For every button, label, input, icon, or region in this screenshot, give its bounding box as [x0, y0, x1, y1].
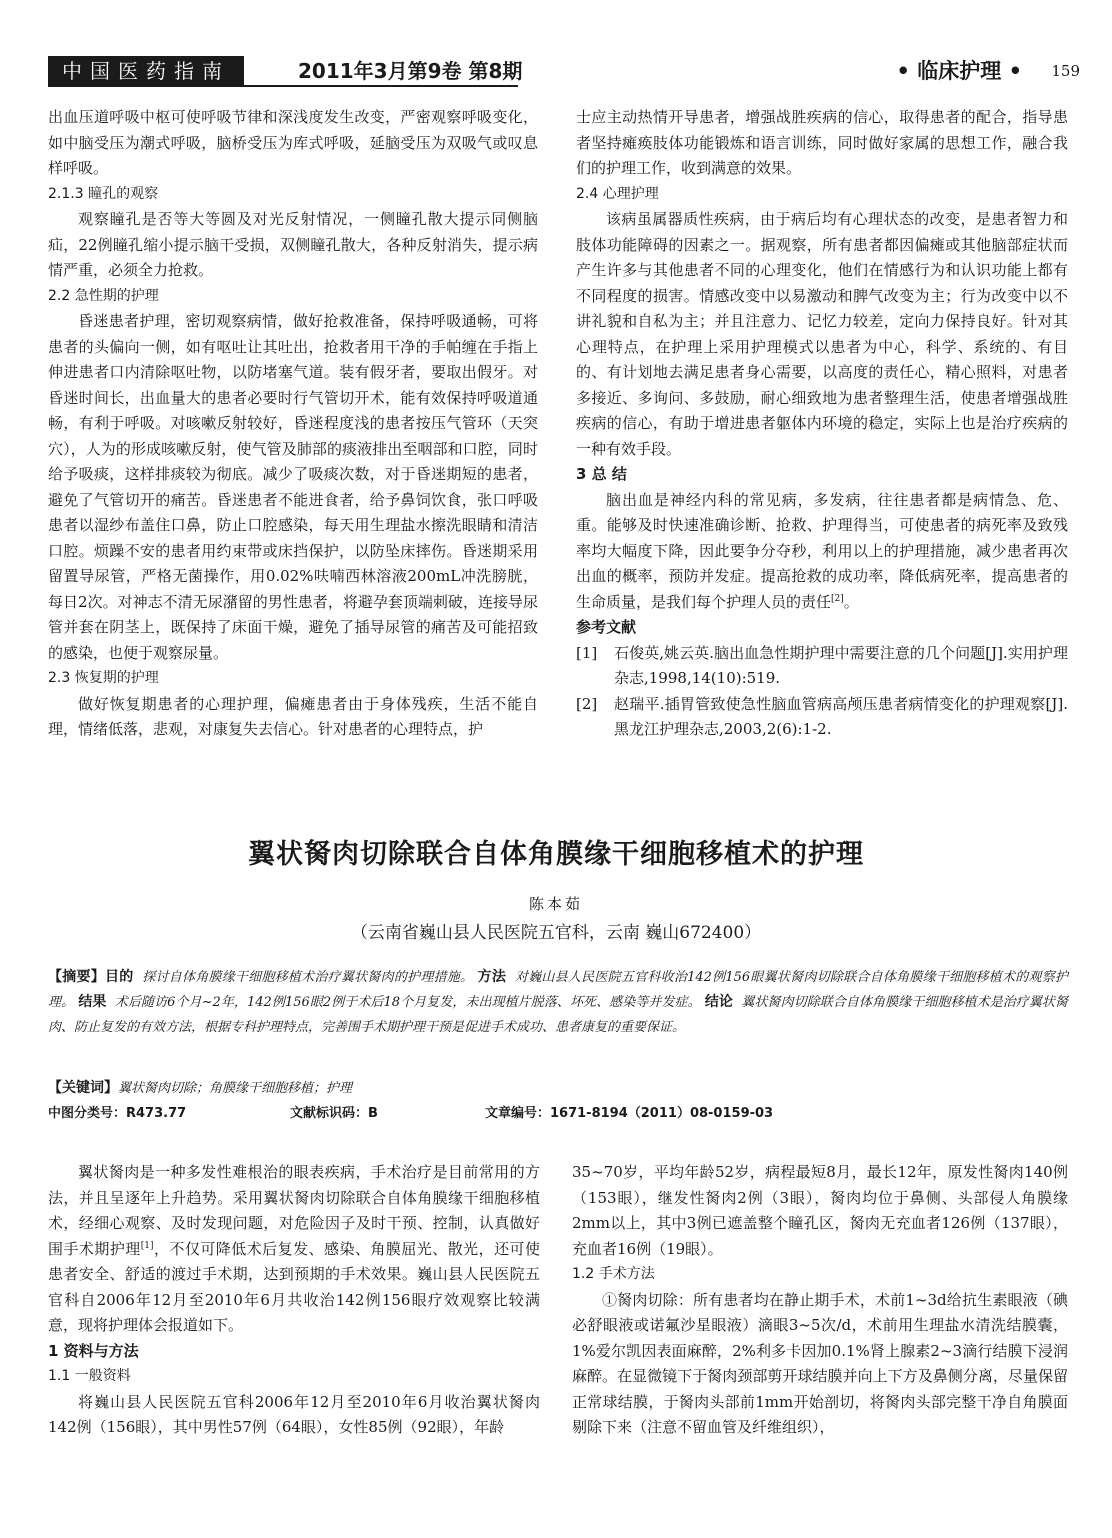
citation-marker: [2]: [831, 593, 844, 604]
section-name: • 临床护理 •: [896, 59, 1022, 83]
column-right-top: [576, 105, 1068, 743]
paragraph: [48, 309, 538, 666]
paragraph-text: 出血压道呼吸中枢可使呼吸节律和深浅度发生改变，严密观察呼吸变化，如中脑受压为潮式呼吸，脑桥受压为库式呼吸，延脑受压为双吸气或叹息样呼吸。: [48, 108, 538, 177]
column-left-top: [48, 105, 538, 743]
paragraph: [576, 488, 1068, 616]
paragraph: [572, 1288, 1068, 1441]
abstract-aim: 探讨自体角膜缘干细胞移植术治疗翼状胬肉的护理措施。: [142, 970, 474, 985]
result-label: 结果: [78, 994, 107, 1010]
paragraph: [576, 105, 1068, 182]
reference-item: [576, 641, 1068, 692]
paragraph-text: 35~70岁，平均年龄52岁，病程最短8月，最长12年，原发性胬肉140例（153眼），继发性胬肉2例（3眼），胬肉均位于鼻侧、头部侵人角膜缘2mm以上，其中3例已遮盖整个瞳孔区，胬肉无充血者126例（137眼），充血者16例（19眼）。: [572, 1163, 1068, 1258]
abstract-method: 对巍山县人民医院五官科收治142例156眼翼状胬肉切除联合自体角膜缘干细胞移植术的观察护理。: [48, 970, 1069, 1010]
paragraph-text: 翼状胬肉是一种多发性难根治的眼表疾病，手术治疗是目前常用的方法，并且呈逐年上升趋势。采用翼状胬肉切除联合自体角膜缘干细胞移植术，经细心观察、及时发现问题，对危险因子及时干预、控制，认真做好围手术期护理: [48, 1163, 540, 1258]
issue-info: 2011年3月第9卷 第8期: [298, 59, 523, 83]
article-author: 陈本茹: [528, 895, 583, 913]
abstract: [48, 965, 1068, 1040]
paragraph-text: 1.2 手术方法: [572, 1266, 655, 1282]
paragraph-text-tail: ，不仅可降低术后复发、感染、角膜屈光、散光，还可使患者安全、舒适的渡过手术期，达到预期的手术效果。巍山县人民医院五官科自2006年12月至2010年6月共收治142例156眼疗效观察比较满意，现将护理体会报道如下。: [48, 1239, 540, 1334]
paragraph-text: 脑出血是神经内科的常见病，多发病，往往患者都是病情急、危、重。能够及时快速准确诊断、抢救、护理得当，可使患者的病死率及致残率均大幅度下降，因此要争分夺秒，利用以上的护理措施，减少患者再次出血的概率，预防并发症。提高抢救的成功率，降低病死率，提高患者的生命质量，是我们每个护理人员的责任: [576, 490, 1068, 611]
section-heading: [576, 462, 1068, 488]
paragraph-text: 将巍山县人民医院五官科2006年12月至2010年6月收治翼状胬肉142例（156眼），其中男性57例（64眼），女性85例（92眼），年龄: [48, 1392, 540, 1436]
subsection-heading: [576, 182, 1068, 208]
page-number: 159: [1051, 62, 1080, 80]
paragraph-text: 做好恢复期患者的心理护理，偏瘫患者由于身体残疾，生活不能自理，情绪低落，悲观，对康复失去信心。针对患者的心理特点，护: [48, 694, 538, 738]
paragraph-text: 观察瞳孔是否等大等圆及对光反射情况，一侧瞳孔散大提示同侧脑疝，22例瞳孔缩小提示脑干受损，双侧瞳孔散大，各种反射消失，提示病情严重，必须全力抢救。: [48, 210, 538, 279]
subsection-heading: [572, 1262, 1068, 1288]
clc-number: 中图分类号：R473.77: [48, 1106, 187, 1121]
paragraph-text: 昏迷患者护理，密切观察病情，做好抢救准备，保持呼吸通畅，可将患者的头偏向一侧，如有呕吐让其吐出，抢救者用干净的手帕缠在手指上伸进患者口内清除呕吐物，以防堵塞气道。装有假牙者，要取出假牙。对昏迷时间长，出血量大的患者必要时行气管切开术，能有效保持呼吸道通畅，有利于呼吸。对咳嗽反射较好，昏迷程度浅的患者按压气管环（天突穴），人为的形成咳嗽反射，使气管及肺部的痰液排出至咽部和口腔，同时给予吸痰，这样排痰较为彻底。减少了吸痰次数，对于昏迷期短的患者，避免了气管切开的痛苦。昏迷患者不能进食者，给予鼻饲饮食，张口呼吸患者以湿纱布盖住口鼻，防止口腔感染，每天用生理盐水擦洗眼睛和清洁口腔。烦躁不安的患者用约束带或床挡保护，以防坠床摔伤。昏迷期采用留置导尿管，严格无菌操作，用0.02%呋喃西林溶液200mL冲洗膀胱，每日2次。对神志不清无尿潴留的男性患者，将避孕套顶端刺破，连接导尿管并套在阴茎上，既保持了床面干燥，避免了插导尿管的痛苦及可能招致的感染，也便于观察尿量。: [48, 312, 538, 662]
journal-name: 中国医药指南: [48, 56, 244, 86]
paragraph-text-tail: 。: [843, 592, 859, 611]
paragraph-text: 1 资料与方法: [48, 1341, 139, 1360]
paragraph-text: 士应主动热情开导患者，增强战胜疾病的信心，取得患者的配合，指导患者坚持瘫痪肢体功能锻炼和语言训练，同时做好家属的思想工作，融合我们的护理工作，收到满意的效果。: [576, 108, 1068, 177]
abstract-label: 【摘要】: [48, 969, 105, 985]
reference-text: 赵瑞平.插胃管致使急性脑血管病高颅压患者病情变化的护理观察[J].黑龙江护理杂志,2003,2(6):1-2.: [614, 694, 1068, 738]
paragraph-text: 2.3 恢复期的护理: [48, 670, 159, 686]
citation-marker: [1]: [140, 1240, 154, 1251]
article-affiliation: （云南省巍山县人民医院五官科，云南 巍山672400）: [350, 923, 762, 943]
conclusion-label: 结论: [704, 994, 733, 1010]
column-right-bottom: [572, 1160, 1068, 1441]
paragraph-text: ①胬肉切除：所有患者均在静止期手术，术前1~3d给抗生素眼液（碘必舒眼液或诺氟沙星眼液）滴眼3~5次/d，术前用生理盐水清洗结膜囊，1%爱尔凯因表面麻醉，2%利多卡因加0.1%肾上腺素2~3滴行结膜下浸润麻醉。在显微镜下于胬肉颈部剪开球结膜并向上下方及鼻侧分离，尽量保留正常球结膜，于胬肉头部前1mm开始剖切，将胬肉头部完整干净自角膜面剔除下来（注意不留血管及纤维组织），: [572, 1290, 1068, 1436]
paragraph-text: 2.2 急性期的护理: [48, 287, 159, 304]
paragraph-text: 1.1 一般资料: [48, 1368, 131, 1384]
paragraph-text: 2.4 心理护理: [576, 185, 659, 202]
paragraph: [576, 207, 1068, 462]
keywords-text: 翼状胬肉切除；角膜缘干细胞移植；护理: [118, 1081, 353, 1096]
document-code: 文献标识码：B: [290, 1106, 378, 1121]
keywords-label: 【关键词】: [48, 1080, 118, 1096]
article-title: 翼状胬肉切除联合自体角膜缘干细胞移植术的护理: [248, 839, 864, 870]
subsection-heading: [48, 182, 538, 208]
reference-number: [2]: [576, 694, 598, 713]
article-number: 文章编号：1671-8194（2011）08-0159-03: [485, 1106, 774, 1121]
subsection-heading: [48, 284, 538, 310]
paragraph: [48, 207, 538, 284]
running-header: [48, 56, 1080, 86]
paragraph: [48, 105, 538, 182]
column-left-bottom: [48, 1160, 540, 1441]
abstract-result: 术后随访6个月~2年，142例156眼2例于术后18个月复发，未出现植片脱落、坏死、感染等并发症。: [114, 995, 701, 1010]
reference-item: [576, 692, 1068, 743]
header-rule: [48, 85, 518, 87]
paragraph-text: 参考文献: [576, 618, 637, 636]
paragraph: [48, 1390, 540, 1441]
paragraph-text: 该病虽属器质性疾病，由于病后均有心理状态的改变，是患者智力和肢体功能障碍的因素之一。据观察，所有患者都因偏瘫或其他脑部症状而产生许多与其他患者不同的心理变化，他们在情感行为和认识功能上都有不同程度的损害。情感改变中以易激动和脾气改变为主；行为改变中以不讲礼貌和自私为主；并且注意力、记忆力较差，定向力保持良好。针对其心理特点，在护理上采用护理模式以患者为中心，科学、系统的、有目的、有计划地去满足患者身心需要，以高度的责任心，精心照料，对患者多接近、多询问、多鼓励，耐心细致地为患者整理生活，使患者增强战胜疾病的信心，有助于增进患者躯体内环境的稳定，实际上也是治疗疾病的一种有效手段。: [576, 210, 1068, 458]
paragraph: [572, 1160, 1068, 1262]
paragraph-text: 3 总 结: [576, 465, 627, 483]
aim-label: 目的: [104, 969, 134, 985]
paragraph: [48, 692, 538, 743]
paragraph-text: 2.1.3 瞳孔的观察: [48, 185, 159, 202]
method-label: 方法: [477, 969, 507, 985]
subsection-heading: [48, 666, 538, 692]
subsection-heading: [48, 1364, 540, 1390]
reference-text: 石俊英,姚云英.脑出血急性期护理中需要注意的几个问题[J].实用护理杂志,1998,14(10):519.: [614, 643, 1068, 687]
section-heading: [576, 615, 1068, 641]
section-heading: [48, 1339, 540, 1365]
keywords: [48, 1077, 352, 1100]
reference-number: [1]: [576, 643, 598, 662]
paragraph: [48, 1160, 540, 1339]
abstract-conclusion: 翼状胬肉切除联合自体角膜缘干细胞移植术是治疗翼状胬肉、防止复发的有效方法，根据专科护理特点，完善围手术期护理干预是促进手术成功、患者康复的重要保证。: [48, 995, 1068, 1035]
